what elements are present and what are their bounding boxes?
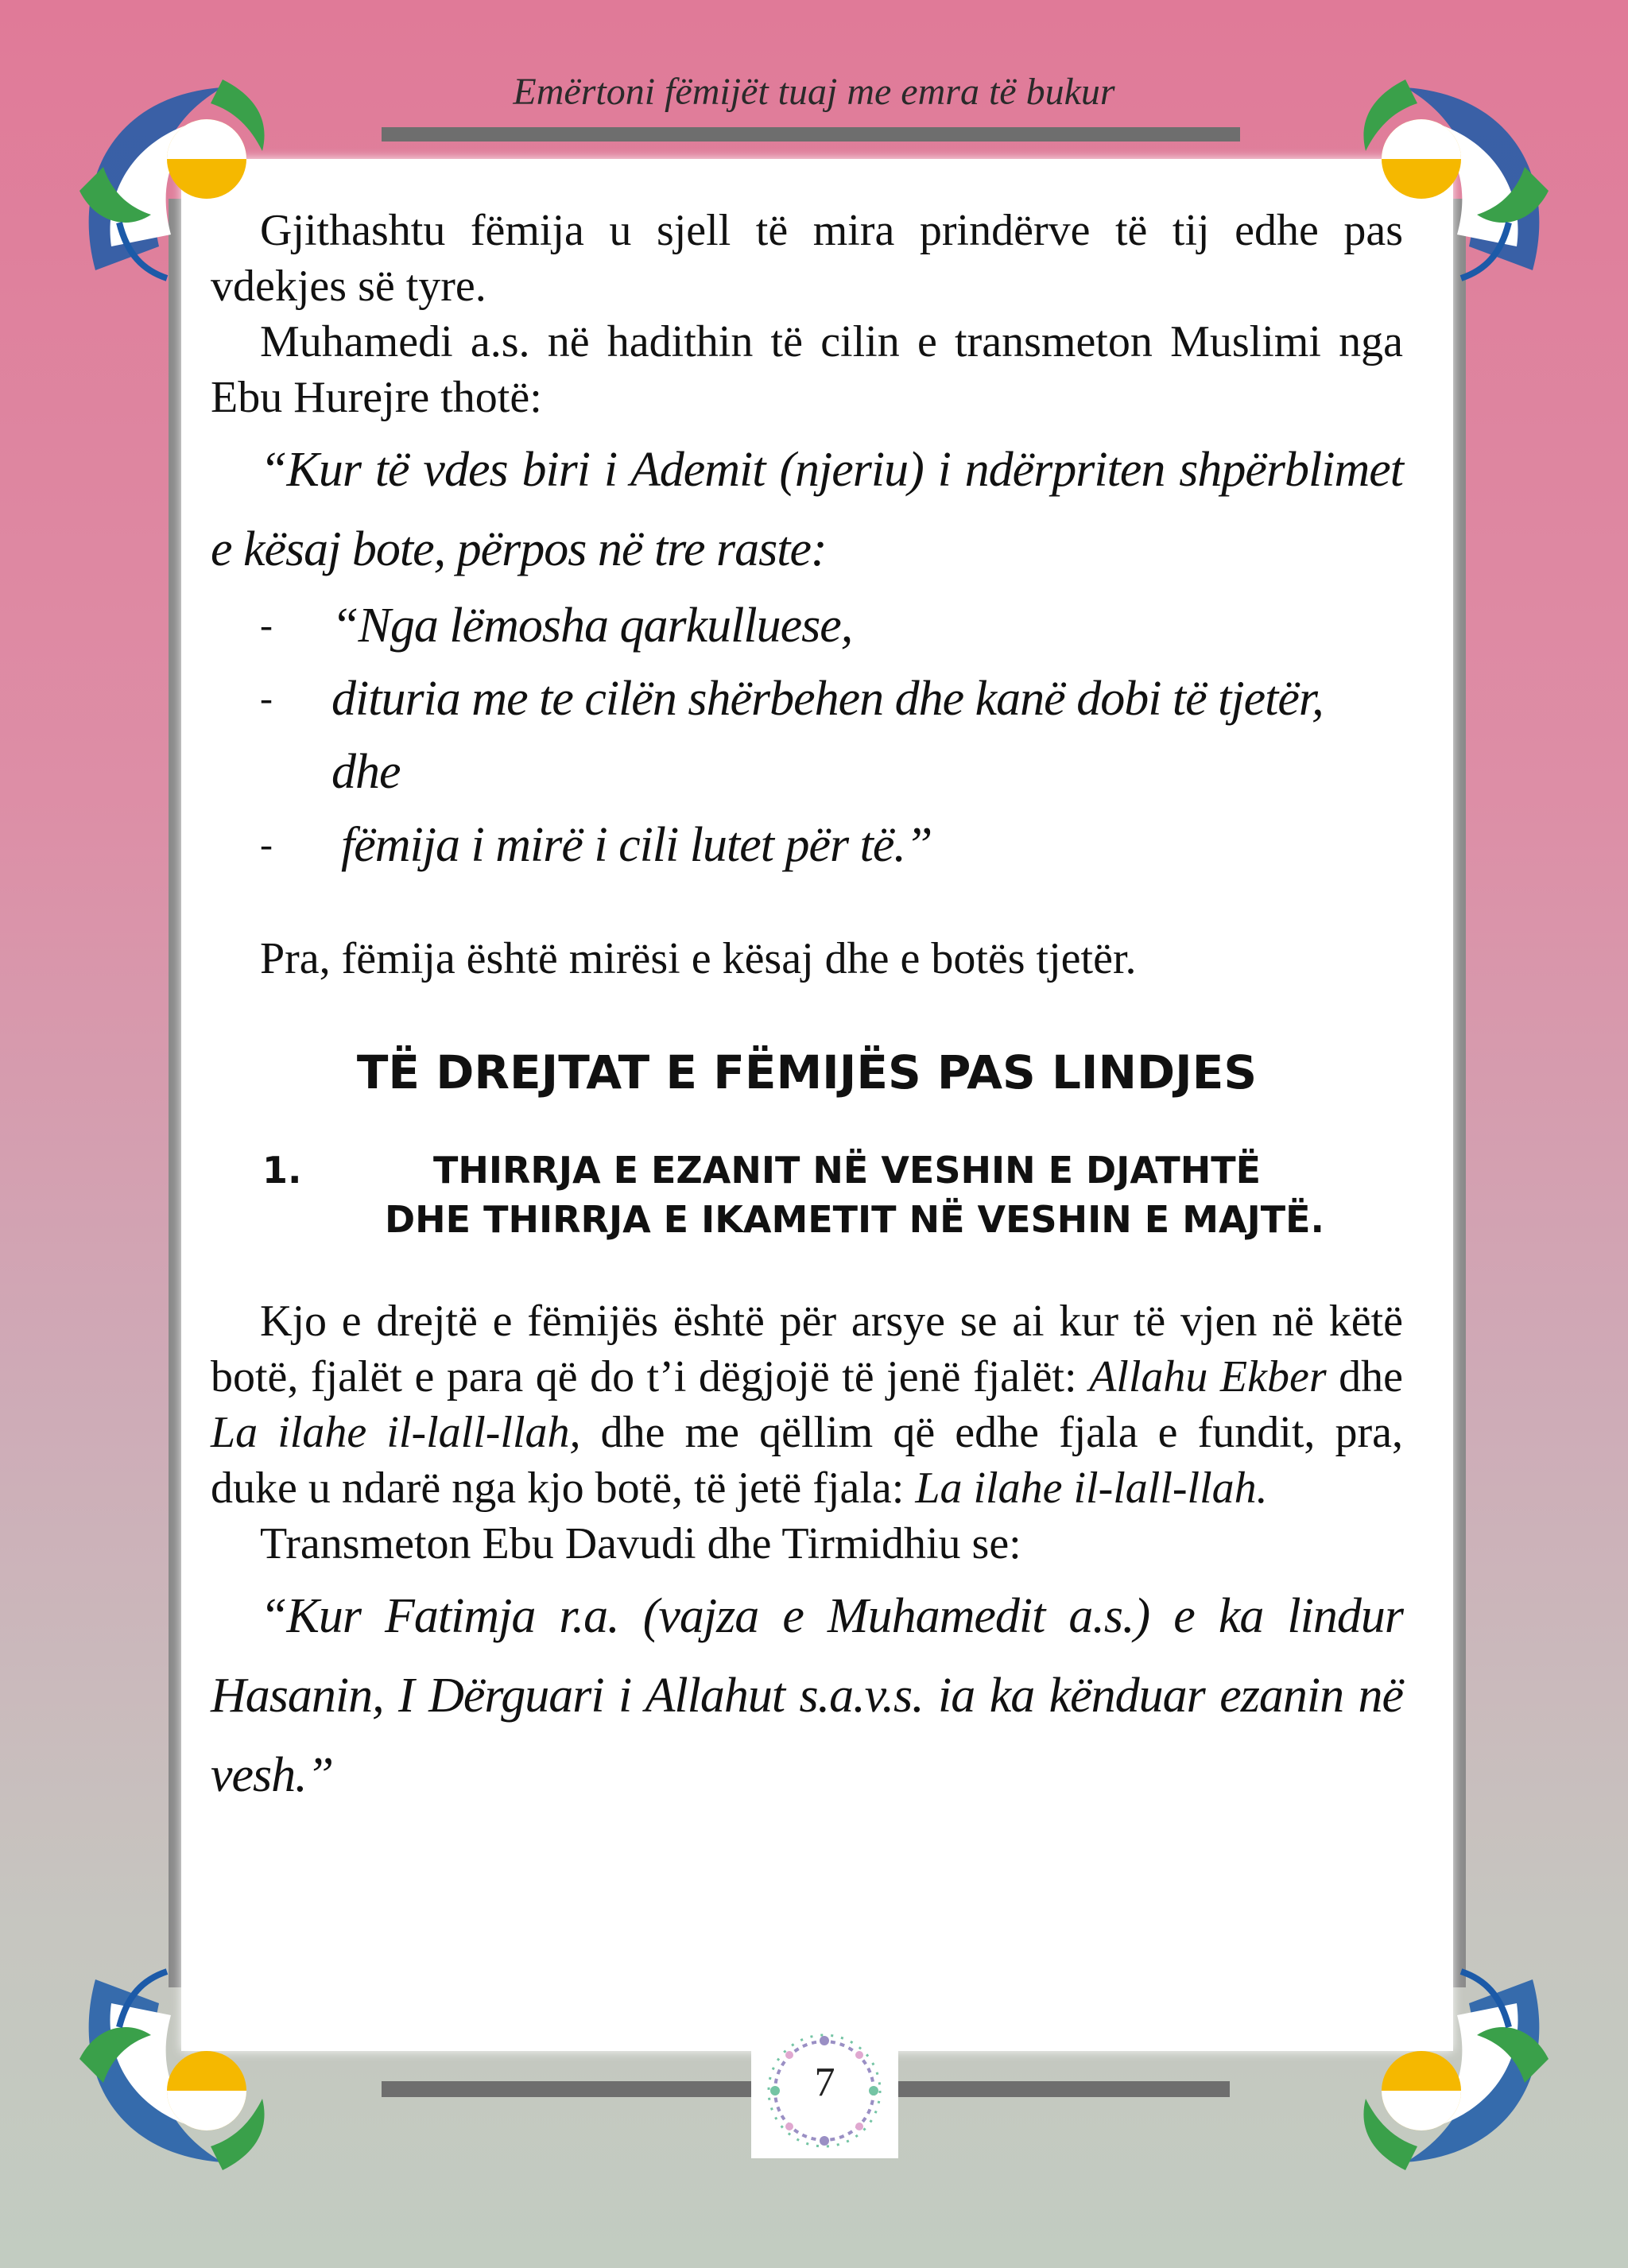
page-number: 7 [814, 2060, 835, 2105]
subheading [211, 1146, 1403, 1244]
list-item: - fëmija i mirë i cili lutet për të.” [260, 818, 932, 872]
paragraph-1: Gjithashtu fëmija u sjell të mira prindërve të tij edhe pas vdekjes së tyre. [211, 206, 1403, 311]
paragraph-4: Kjo e drejtë e fëmijës është për arsye se ai kur të vjen në këtë botë, fjalët e para që do t’i dëgjojë të jenë fjalët: Allahu Ekber dhe La ilahe il-lall-llah, dhe me qëllim që edhe fjala e fundit, pra, duke u ndarë nga kjo botë, të jetë fjala: La ilahe il-lall-llah. [211, 1297, 1404, 1513]
floral-corner-ornament-icon [1326, 1948, 1564, 2186]
floral-corner-ornament-icon [64, 1948, 302, 2186]
paragraph-5: Transmeton Ebu Davudi dhe Tirmidhiu se: [260, 1519, 1021, 1568]
hadith-list [211, 589, 1403, 882]
top-frame-bar [382, 127, 1240, 142]
page-content [211, 203, 1403, 1815]
subheading-number: 1. [262, 1149, 302, 1192]
right-frame-bar [1453, 199, 1466, 1987]
list-item: - dituria me te cilën shërbehen dhe kanë dobi të tjetër, dhe [260, 672, 1324, 799]
hadith-quote-2: “Kur Fatimja r.a. (vajza e Muhamedit a.s.) e ka lindur Hasanin, I Dërguari i Allahut s.a.v.s. ia ka kënduar ezanin në vesh.” [211, 1589, 1403, 1802]
subheading-line-1: THIRRJA E EZANIT NË VESHIN E DJATHTË [433, 1149, 1262, 1192]
paragraph-2: Muhamedi a.s. në hadithin të cilin e transmeton Muslimi nga Ebu Hurejre thotë: [211, 317, 1403, 422]
bottom-frame-bar-left [382, 2081, 763, 2097]
list-item: - “Nga lëmosha qarkulluese, [260, 599, 853, 653]
paragraph-3: Pra, fëmija është mirësi e kësaj dhe e botës tjetër. [260, 934, 1137, 983]
subheading-line-2: DHE THIRRJA E IKAMETIT NË VESHIN E MAJTË. [385, 1198, 1324, 1241]
bottom-frame-bar-right [884, 2081, 1230, 2097]
running-title: Emërtoni fëmijët tuaj me emra të bukur [513, 71, 1115, 113]
hadith-quote-1: “Kur të vdes biri i Ademit (njeriu) i ndërpriten shpërblimet e kësaj bote, përpos në tre raste: [211, 443, 1403, 576]
left-frame-bar [169, 199, 181, 1987]
section-heading: TË DREJTAT E FËMIJËS PAS LINDJES [356, 1045, 1258, 1099]
